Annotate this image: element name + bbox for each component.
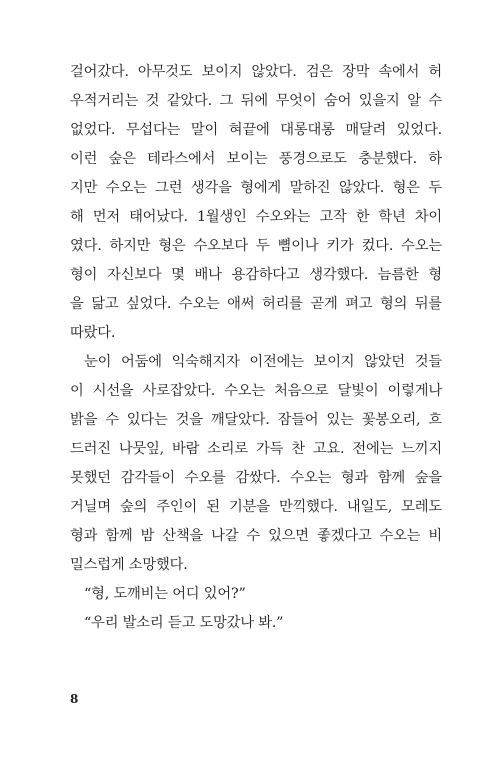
text-line: 형이 자신보다 몇 배나 용감하다고 생각했다. 늠름한 형	[70, 267, 442, 283]
text-line: 없었다. 무섭다는 말이 혀끝에 대롱대롱 매달려 있었다.	[70, 122, 442, 138]
dialogue-line: “우리 발소리 듣고 도망갔나 봐.”	[84, 615, 284, 631]
text-line: 걸어갔다. 아무것도 보이지 않았다. 검은 장막 속에서 허	[70, 64, 442, 80]
text-line: 해 먼저 태어났다. 1월생인 수오와는 고작 한 학년 차이	[70, 209, 442, 225]
text-line: 따랐다.	[70, 325, 116, 341]
paragraph-first-line: 눈이 어둠에 익숙해지자 이전에는 보이지 않았던 것들	[84, 354, 442, 370]
dialogue-line: “형, 도깨비는 어디 있어?”	[84, 586, 246, 602]
text-line: 밀스럽게 소망했다.	[70, 557, 188, 573]
text-line: 였다. 하지만 형은 수오보다 두 뼘이나 키가 컸다. 수오는	[70, 238, 442, 254]
text-line: 거닐며 숲의 주인이 된 기분을 만끽했다. 내일도, 모레도	[70, 499, 442, 515]
text-line: 우적거리는 것 같았다. 그 뒤에 무엇이 숨어 있을지 알 수	[70, 93, 442, 109]
text-line: 이런 숲은 테라스에서 보이는 풍경으로도 충분했다. 하	[70, 151, 442, 167]
text-line: 지만 수오는 그런 생각을 형에게 말하진 않았다. 형은 두	[70, 180, 442, 196]
text-line: 이 시선을 사로잡았다. 수오는 처음으로 달빛이 이렇게나	[70, 383, 442, 399]
text-line: 못했던 감각들이 수오를 감쌌다. 수오는 형과 함께 숲을	[70, 470, 442, 486]
text-line: 을 닮고 싶었다. 수오는 애써 허리를 곧게 펴고 형의 뒤를	[70, 296, 442, 312]
text-line: 드러진 나뭇잎, 바람 소리로 가득 찬 고요. 전에는 느끼지	[70, 441, 442, 457]
text-line: 밝을 수 있다는 것을 깨달았다. 잠들어 있는 꽃봉오리, 흐	[70, 412, 442, 428]
text-line: 형과 함께 밤 산책을 나갈 수 있으면 좋겠다고 수오는 비	[70, 528, 442, 544]
page-number: 8	[70, 692, 79, 706]
